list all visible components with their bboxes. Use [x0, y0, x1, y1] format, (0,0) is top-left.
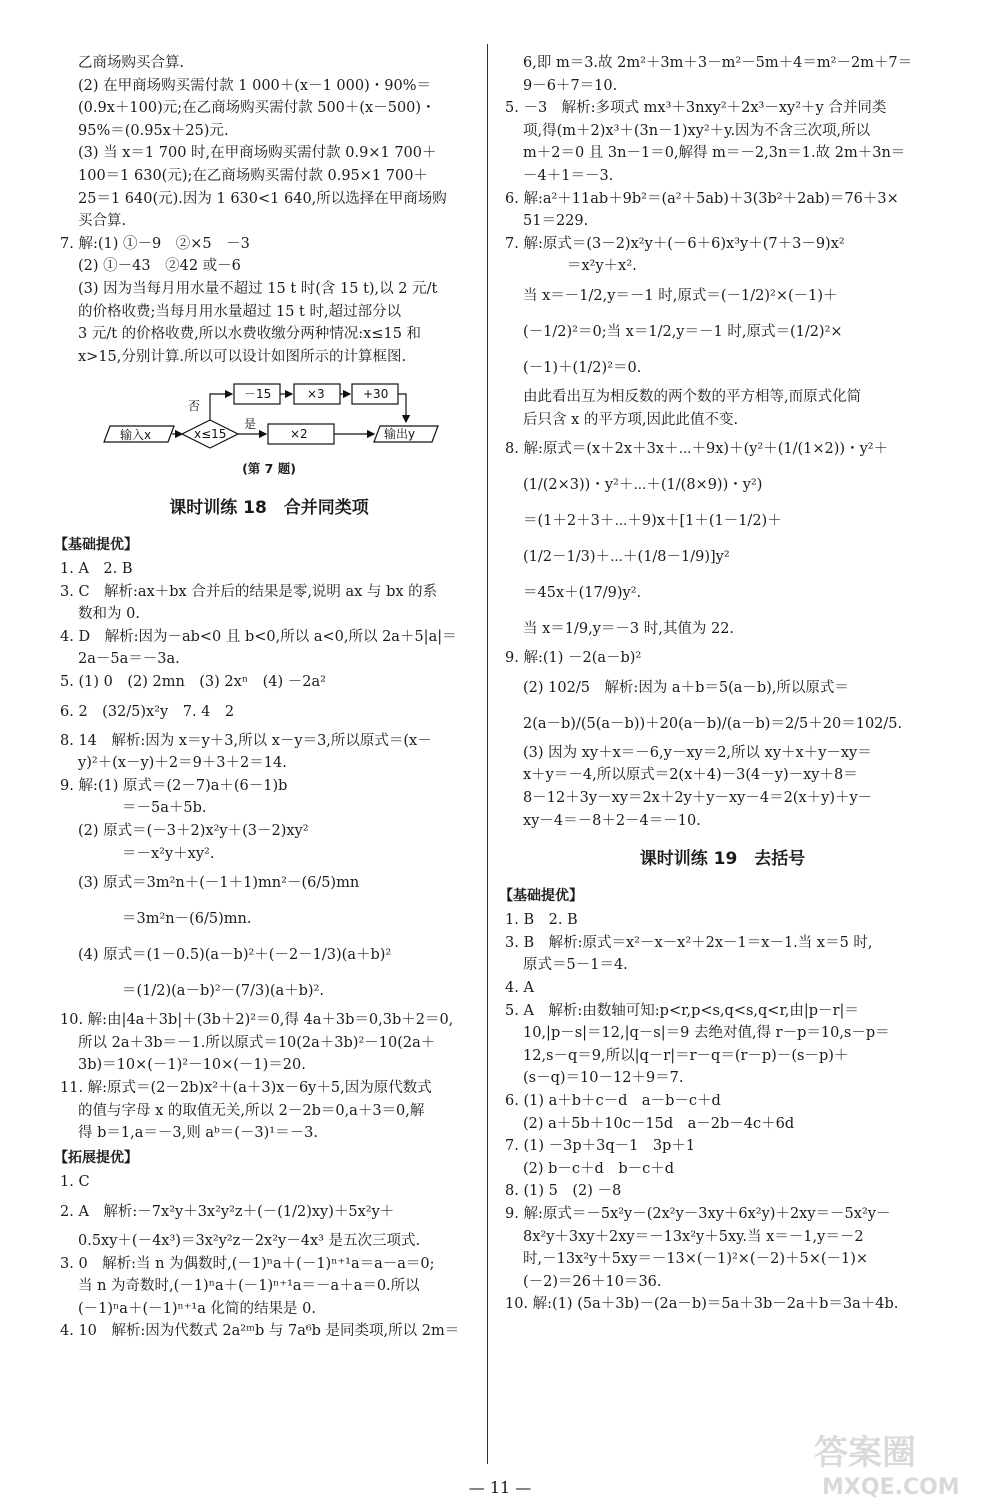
text-line: ＝(1/2)(a－b)²－(7/3)(a＋b)². [122, 983, 325, 1000]
text-line: 所以 2a＋3b＝－1.所以原式＝10(2a＋3b)²－10(2a＋ [78, 1034, 436, 1051]
answers-18-extend [60, 1171, 478, 1343]
text-line: ＝－x²y＋xy². [122, 845, 215, 862]
text-line: (－1/2)²＝0;当 x＝1/2,y＝－1 时,原式＝(1/2)²× [523, 323, 843, 340]
text-line: 8－12＋3y－xy＝2x＋2y＋y－xy－4＝2(x＋y)＋y－ [523, 789, 873, 806]
flowchart-figure [100, 376, 440, 454]
text-line: －4＋1＝－3. [523, 167, 614, 184]
text-line: ＝－5a＋5b. [122, 800, 207, 817]
text-line: 后只含 x 的平方项,因此此值不变. [523, 411, 739, 428]
text-line: 4. D 解析:因为－ab<0 且 b<0,所以 a<0,所以 2a＋5|a|＝ [60, 628, 457, 645]
text-line: 0.5xy＋(－4x³)＝3x²y²z－2x²y－4x³ 是五次三项式. [78, 1232, 421, 1249]
text-line: (2) 在甲商场购买需付款 1 000＋(x－1 000)・90%＝ [78, 77, 431, 94]
text-line: 100＝1 630(元);在乙商场购买需付款 0.95×1 700＋ [78, 167, 428, 184]
text-line: 9. 解:(1) 原式＝(2－7)a＋(6－1)b [60, 777, 288, 794]
text-line: (3) 因为当每月用水量不超过 15 t 时(含 15 t),以 2 元/t [78, 280, 438, 297]
text-line: 9. 解:(1) －2(a－b)² [505, 650, 642, 667]
text-line: (2) 原式＝(－3＋2)x²y＋(3－2)xy² [78, 823, 309, 840]
text-line: 4. 10 解析:因为代数式 2a²ᵐb 与 7a⁶b 是同类项,所以 2m＝ [60, 1323, 460, 1340]
text-line: (1/(2×3))・y²＋⋯＋(1/(8×9))・y²) [523, 477, 763, 494]
text-line: 3. B 解析:原式＝x²－x－x²＋2x－1＝x－1.当 x＝5 时, [505, 934, 873, 951]
text-line: x>15,分别计算.所以可以设计如图所示的计算框图. [78, 348, 407, 365]
flow-input-text: 输入x [120, 428, 152, 443]
text-line: 时,－13x²y＋5xy＝－13×(－1)²×(－2)＋5×(－1)× [523, 1251, 869, 1268]
text-line: 6. (1) a＋b＋c－d a－b－c＋d [505, 1093, 721, 1110]
text-line: 3 元/t 的价格收费,所以水费收缴分两种情况:x≤15 和 [78, 326, 422, 343]
answers-19-basic [505, 909, 940, 1316]
text-line: (3) 当 x＝1 700 时,在甲商场购买需付款 0.9×1 700＋ [78, 145, 437, 162]
text-line: 10,|p－s|＝12,|q－s|＝9 去绝对值,得 r－p＝10,s－p＝ [523, 1025, 890, 1042]
text-line: 2. A 解析:－7x²y＋3x²y²z＋(－(1/2)xy)＋5x²y＋ [60, 1203, 395, 1220]
text-line: 当 x＝1/9,y＝－3 时,其值为 22. [523, 621, 735, 638]
figure-caption: (第 7 题) [242, 461, 296, 477]
text-line: 2(a－b)/(5(a－b))＋20(a－b)/(a－b)＝2/5＋20＝102/5. [523, 715, 903, 732]
text-line: (－1)＋(1/2)²＝0. [523, 359, 642, 376]
flow-box-times3-text: ×3 [307, 387, 325, 402]
answers-18-basic [60, 558, 478, 1145]
text-line: 8. 14 解析:因为 x＝y＋3,所以 x－y＝3,所以原式＝(x－ [60, 732, 432, 749]
answers-continued-block [60, 52, 478, 368]
text-line: ＝x²y＋x². [567, 258, 637, 275]
text-line: ＝45x＋(17/9)y². [523, 585, 642, 602]
text-line: 乙商场购买合算. [78, 55, 185, 71]
text-line: (2) 102/5 解析:因为 a＋b＝5(a－b),所以原式＝ [523, 679, 849, 696]
text-line: 8x²y＋3xy＋2xy＝－13x²y＋5xy.当 x＝－1,y＝－2 [523, 1228, 864, 1245]
text-line: 10. 解:由|4a＋3b|＋(3b＋2)²＝0,得 4a＋3b＝0,3b＋2＝0, [60, 1012, 454, 1029]
text-line: 原式＝5－1＝4. [523, 957, 628, 974]
text-line: (4) 原式＝(1－0.5)(a－b)²＋(－2－1/3)(a＋b)² [78, 947, 392, 964]
text-line: (3) 原式＝3m²n＋(－1＋1)mn²－(6/5)mn [78, 875, 360, 892]
text-line: 1. B 2. B [505, 912, 578, 929]
text-line: 10. 解:(1) (5a＋3b)－(2a－b)＝5a＋3b－2a＋b＝3a＋4b. [505, 1296, 899, 1313]
column-divider [487, 44, 488, 1464]
basic-heading-18: 【基础提优】 [54, 536, 138, 553]
text-line: (2) b－c＋d b－c＋d [523, 1160, 675, 1177]
text-line: (2) a＋5b＋10c－15d a－2b－4c＋6d [523, 1115, 795, 1132]
text-line: 5. (1) 0 (2) 2mn (3) 2xⁿ (4) －2a² [60, 674, 326, 691]
text-line: 1. C [60, 1174, 90, 1191]
text-line: 8. 解:原式＝(x＋2x＋3x＋⋯＋9x)＋(y²＋(1/(1×2))・y²＋ [505, 441, 889, 458]
section-title-18: 课时训练 18 合并同类项 [169, 497, 369, 518]
flow-box-times2-text: ×2 [290, 427, 308, 442]
watermark-logo [808, 1424, 978, 1500]
left-column [54, 52, 478, 1343]
text-line: (0.9x＋100)元;在乙商场购买需付款 500＋(x－500)・ [78, 100, 436, 117]
text-line: 9. 解:原式＝－5x²y－(2x²y－3xy＋6x²y)＋2xy＝－5x²y－ [505, 1206, 891, 1222]
text-line: 7. 解:原式＝(3－2)x²y＋(－6＋6)x³y＋(7＋3－9)x² [505, 235, 845, 252]
watermark-bottom: MXQE.COM [822, 1475, 960, 1500]
text-line: 11. 解:原式＝(2－2b)x²＋(a＋3)x－6y＋5,因为原代数式 [60, 1080, 432, 1096]
text-line: 4. A [505, 980, 534, 997]
text-line: 得 b＝1,a＝－3,则 aᵇ＝(－3)¹＝－3. [78, 1125, 318, 1142]
text-line: 7. (1) －3p＋3q－1 3p＋1 [505, 1138, 696, 1155]
extend-heading-18: 【拓展提优】 [54, 1149, 138, 1166]
text-line: 项,得(m＋2)x³＋(3n－1)xy²＋y.因为不含三次项,所以 [523, 122, 871, 139]
text-line: 51＝229. [523, 213, 589, 230]
text-line: y)²＋(x－y)＋2＝9＋3＋2＝14. [78, 755, 287, 772]
answers-18-continued [505, 52, 940, 832]
flow-box-plus30-text: +30 [363, 387, 389, 402]
text-line: 数和为 0. [78, 606, 140, 623]
text-line: 5. －3 解析:多项式 mx³＋3nxy²＋2x³－xy²＋y 合并同类 [505, 100, 887, 117]
text-line: 3b)＝10×(－1)²－10×(－1)＝20. [78, 1057, 306, 1074]
section-title-19: 课时训练 19 去括号 [639, 849, 806, 870]
text-line: 25＝1 640(元).因为 1 630<1 640,所以选择在甲商场购 [78, 190, 447, 207]
text-line: 95%＝(0.95x＋25)元. [78, 122, 229, 139]
text-line: 7. 解:(1) ①－9 ②×5 －3 [60, 235, 250, 252]
text-line: 由此看出互为相反数的两个数的平方相等,而原式化简 [523, 388, 862, 405]
text-line: 3. 0 解析:当 n 为偶数时,(－1)ⁿa＋(－1)ⁿ⁺¹a＝a－a＝0; [60, 1255, 435, 1272]
text-line: x＋y＝－4,所以原式＝2(x＋4)－3(4－y)－xy＋8＝ [523, 767, 858, 784]
text-line: 的值与字母 x 的取值无关,所以 2－2b＝0,a＋3＝0,解 [78, 1102, 425, 1119]
text-line: 6. 2 (32/5)x²y 7. 4 2 [60, 703, 235, 720]
text-line: (s－q)＝10－12＋9＝7. [523, 1070, 684, 1087]
text-line: (－1)ⁿa＋(－1)ⁿ⁺¹a 化简的结果是 0. [78, 1300, 316, 1317]
text-line: (2) ①－43 ②42 或－6 [78, 258, 241, 275]
flow-no-label: 否 [188, 399, 201, 414]
text-line: 12,s－q＝9,所以|q－r|＝r－q＝(r－p)－(s－p)＋ [523, 1047, 849, 1064]
right-column [499, 52, 940, 1316]
text-line: 9－6＋7＝10. [523, 77, 618, 94]
text-line: 的价格收费;当每月用水量超过 15 t 时,超过部分以 [78, 303, 402, 320]
text-line: xy－4＝－8＋2－4＝－10. [523, 812, 701, 829]
text-line: 当 x＝－1/2,y＝－1 时,原式＝(－1/2)²×(－1)＋ [523, 287, 838, 304]
flow-condition-text: x≤15 [194, 427, 227, 442]
flow-yes-label: 是 [244, 417, 257, 432]
text-line: ＝(1＋2＋3＋⋯＋9)x＋[1＋(1－1/2)＋ [523, 513, 782, 530]
text-line: 买合算. [78, 213, 127, 230]
text-line: 6,即 m＝3.故 2m²＋3m＋3－m²－5m＋4＝m²－2m＋7＝ [523, 55, 913, 71]
flow-output-text: 输出y [384, 427, 416, 442]
text-line: (1/2－1/3)＋⋯＋(1/8－1/9)]y² [523, 549, 730, 566]
text-line: m＋2＝0 且 3n－1＝0,解得 m＝－2,3n＝1.故 2m＋3n＝ [523, 145, 906, 162]
text-line: 当 n 为奇数时,(－1)ⁿa＋(－1)ⁿ⁺¹a＝－a＋a＝0.所以 [78, 1278, 420, 1295]
text-line: 6. 解:a²＋11ab＋9b²＝(a²＋5ab)＋3(3b²＋2ab)＝76＋3× [505, 190, 899, 207]
text-line: ＝3m²n－(6/5)mn. [122, 911, 252, 928]
text-line: 5. A 解析:由数轴可知:p<r,p<s,q<s,q<r,由|p－r|＝ [505, 1002, 859, 1019]
text-line: 2a－5a＝－3a. [78, 651, 180, 668]
text-line: (3) 因为 xy＋x＝－6,y－xy＝2,所以 xy＋x＋y－xy＝ [523, 744, 872, 761]
text-line: 8. (1) 5 (2) －8 [505, 1183, 622, 1200]
watermark-top: 答案圈 [814, 1433, 916, 1473]
text-line: 1. A 2. B [60, 561, 133, 578]
text-line: 3. C 解析:ax＋bx 合并后的结果是零,说明 ax 与 bx 的系 [60, 583, 438, 600]
page-number: — 11 — [468, 1478, 532, 1497]
text-line: (－2)＝26＋10＝36. [523, 1273, 662, 1290]
basic-heading-19: 【基础提优】 [499, 887, 583, 904]
flow-box-minus15-text: －15 [244, 387, 272, 402]
